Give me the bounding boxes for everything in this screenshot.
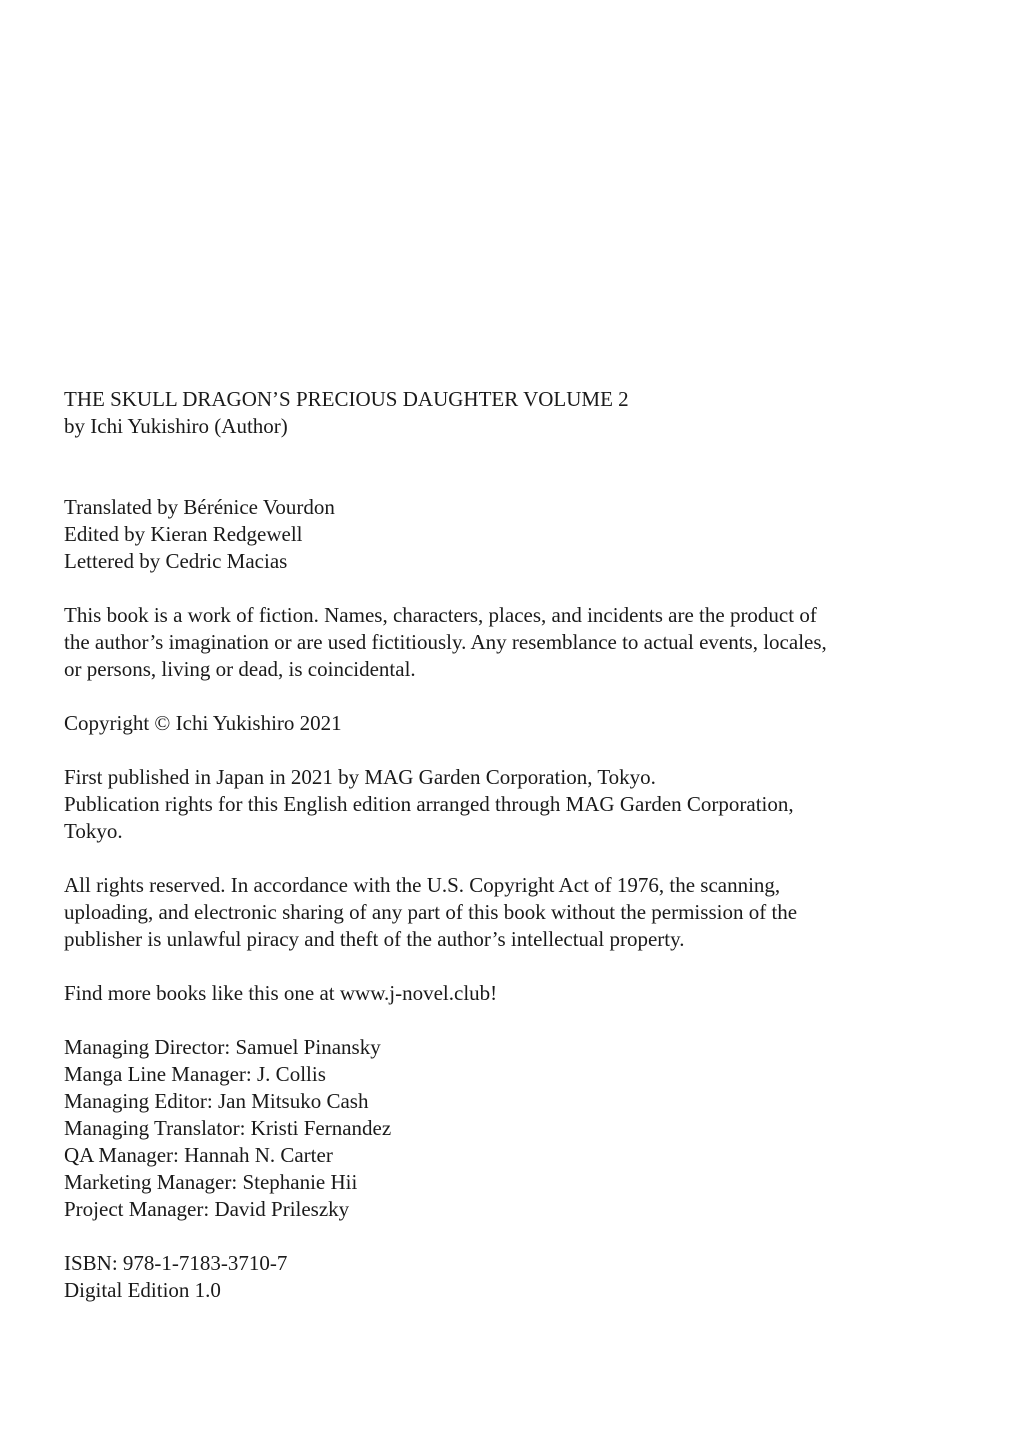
- isbn: ISBN: 978-1-7183-3710-7: [64, 1251, 288, 1275]
- spacer: [64, 683, 924, 710]
- copyright-page: [64, 386, 924, 1304]
- book-title: THE SKULL DRAGON’S PRECIOUS DAUGHTER VOLUME 2: [64, 387, 629, 411]
- staff-line: QA Manager: Hannah N. Carter: [64, 1143, 333, 1167]
- publication-line: Publication rights for this English edition arranged through MAG Garden Corporation,: [64, 792, 794, 816]
- rights-line: uploading, and electronic sharing of any part of this book without the permission of the: [64, 900, 798, 924]
- edition: Digital Edition 1.0: [64, 1278, 221, 1302]
- spacer: [64, 737, 924, 764]
- spacer: [64, 953, 924, 980]
- translator-credit: Translated by Bérénice Vourdon: [64, 495, 335, 519]
- staff-line: Managing Translator: Kristi Fernandez: [64, 1116, 392, 1140]
- author-byline: by Ichi Yukishiro (Author): [64, 414, 288, 438]
- letterer-credit: Lettered by Cedric Macias: [64, 549, 288, 573]
- publication-line: First published in Japan in 2021 by MAG Garden Corporation, Tokyo.: [64, 765, 656, 789]
- spacer: [64, 575, 924, 602]
- editor-credit: Edited by Kieran Redgewell: [64, 522, 303, 546]
- spacer: [64, 440, 924, 494]
- staff-line: Project Manager: David Prileszky: [64, 1197, 350, 1221]
- staff-line: Managing Director: Samuel Pinansky: [64, 1035, 381, 1059]
- find-more-link-text: Find more books like this one at www.j-novel.club!: [64, 981, 498, 1005]
- rights-line: publisher is unlawful piracy and theft of the author’s intellectual property.: [64, 927, 685, 951]
- fiction-notice-line: the author’s imagination or are used fictitiously. Any resemblance to actual events, locales,: [64, 630, 827, 654]
- publication-line: Tokyo.: [64, 819, 123, 843]
- staff-line: Managing Editor: Jan Mitsuko Cash: [64, 1089, 369, 1113]
- copyright-notice: Copyright © Ichi Yukishiro 2021: [64, 711, 342, 735]
- rights-line: All rights reserved. In accordance with the U.S. Copyright Act of 1976, the scanning,: [64, 873, 781, 897]
- staff-line: Manga Line Manager: J. Collis: [64, 1062, 326, 1086]
- staff-line: Marketing Manager: Stephanie Hii: [64, 1170, 358, 1194]
- fiction-notice-line: or persons, living or dead, is coincidental.: [64, 657, 416, 681]
- spacer: [64, 1223, 924, 1250]
- spacer: [64, 845, 924, 872]
- fiction-notice-line: This book is a work of fiction. Names, characters, places, and incidents are the product of: [64, 603, 817, 627]
- spacer: [64, 1007, 924, 1034]
